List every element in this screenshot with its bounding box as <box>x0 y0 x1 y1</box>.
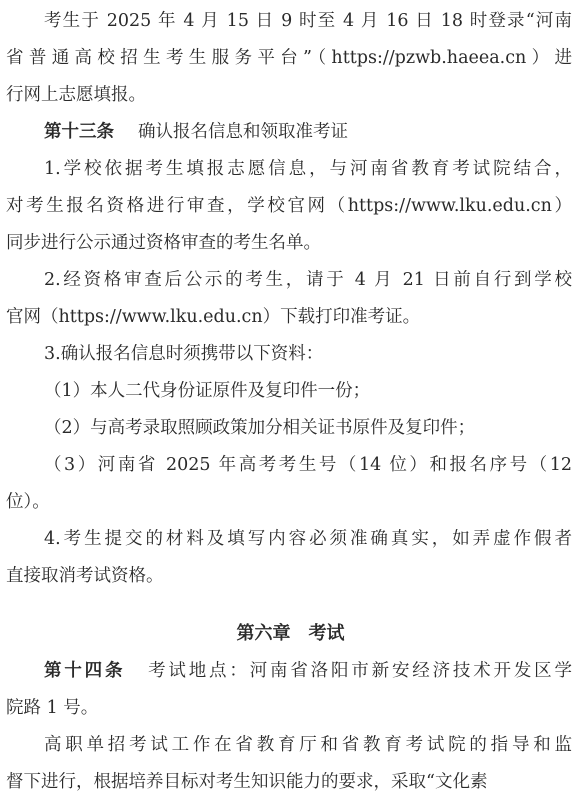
article-14-paragraph-line-2: 督下进行，根据培养目标对考生知识能力的要求，采取“文化素 <box>6 772 488 792</box>
article-13-item-1-line-1: 1.学校依据考生填报志愿信息，与河南省教育考试院结合， <box>44 159 572 179</box>
article-13-item-2-line-1: 2.经资格审查后公示的考生，请于 4 月 21 日前自行到学校 <box>44 270 572 290</box>
article-14-text-line-1: 考试地点：河南省洛阳市新安经济技术开发区学 <box>145 661 572 681</box>
article-14-heading-row <box>0 653 581 689</box>
article-13-title: 第十三条 <box>44 122 114 142</box>
article-13-item-3: 3.确认报名信息时须携带以下资料： <box>44 344 324 364</box>
article-13-sub-item-3-line-1: （3）河南省 2025 年高考考生号（14 位）和报名序号（12 <box>44 455 572 475</box>
article-13-heading: 确认报名信息和领取准考证 <box>138 122 348 142</box>
intro-line-2: 省普通高校招生考生服务平台”（https://pzwb.haeea.cn）进 <box>6 48 572 68</box>
intro-line-1: 考生于 2025 年 4 月 15 日 9 时至 4 月 16 日 18 时登录“河南 <box>44 11 572 31</box>
article-14-text-line-2: 院路 1 号。 <box>6 698 99 718</box>
article-13-sub-item-3-line-2: 位）。 <box>6 492 50 512</box>
article-13-heading-row <box>0 114 581 150</box>
article-13-sub-item-2: （2）与高考录取照顾政策加分相关证书原件及复印件； <box>44 418 476 438</box>
article-13-item-1-line-2: 对考生报名资格进行审查，学校官网（https://www.lku.edu.cn） <box>6 196 572 216</box>
article-14-paragraph-line-1: 高职单招考试工作在省教育厅和省教育考试院的指导和监 <box>44 735 572 755</box>
article-13-item-4-line-1: 4.考生提交的材料及填写内容必须准确真实，如弄虚作假者 <box>44 529 572 549</box>
article-13-item-4-line-2: 直接取消考试资格。 <box>6 566 164 586</box>
article-13-item-1-line-3: 同步进行公示通过资格审查的考生名单。 <box>6 233 321 253</box>
chapter-6-heading: 第六章 考试 <box>236 623 345 644</box>
article-13-sub-item-1: （1）本人二代身份证原件及复印件一份； <box>44 381 371 401</box>
article-14-title: 第十四条 <box>44 661 126 681</box>
article-13-item-2-line-2: 官网（https://www.lku.edu.cn）下载打印准考证。 <box>6 307 421 327</box>
intro-line-3: 行网上志愿填报。 <box>6 85 146 105</box>
